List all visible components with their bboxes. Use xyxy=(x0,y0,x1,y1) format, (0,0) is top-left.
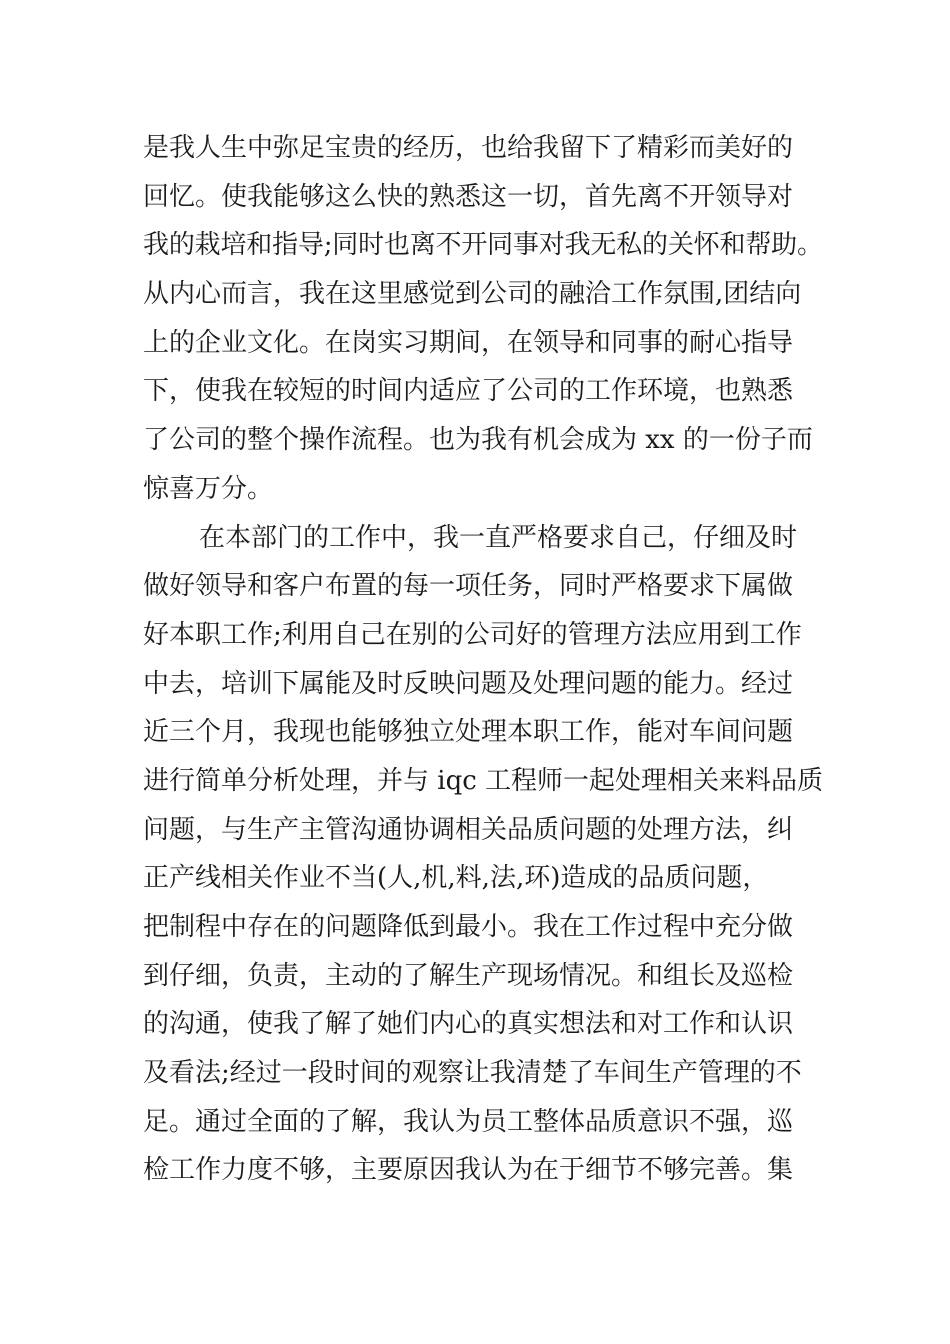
text-line: 我的栽培和指导;同时也离不开同事对我无私的关怀和帮助。 xyxy=(143,230,823,261)
text-line: 检工作力度不够，主要原因我认为在于细节不够完善。集 xyxy=(143,1155,794,1186)
text-line: 进行简单分析处理，并与 iqc 工程师一起处理相关来料品质 xyxy=(143,765,824,796)
text-line: 从内心而言，我在这里感觉到公司的融洽工作氛围,团结向 xyxy=(143,279,802,310)
text-line: 足。通过全面的了解，我认为员工整体品质意识不强，巡 xyxy=(143,1106,794,1137)
text-line: 近三个月，我现也能够独立处理本职工作，能对车间问题 xyxy=(143,717,794,748)
text-line: 是我人生中弥足宝贵的经历，也给我留下了精彩而美好的 xyxy=(143,133,794,163)
paragraph-1 xyxy=(143,124,823,514)
text-line: 到仔细，负责，主动的了解生产现场情况。和组长及巡检 xyxy=(143,960,794,991)
text-line: 把制程中存在的问题降低到最小。我在工作过程中充分做 xyxy=(143,912,794,942)
text-line: 及看法;经过一段时间的观察让我清楚了车间生产管理的不 xyxy=(143,1058,802,1089)
text-line: 做好领导和客户布置的每一项任务，同时严格要求下属做 xyxy=(143,571,794,602)
document-body xyxy=(143,124,823,1195)
text-line: 下，使我在较短的时间内适应了公司的工作环境，也熟悉 xyxy=(143,376,794,407)
text-line: 回忆。使我能够这么快的熟悉这一切，首先离不开领导对 xyxy=(143,181,794,212)
text-line: 的沟通，使我了解了她们内心的真实想法和对工作和认识 xyxy=(143,1009,794,1040)
text-line: 正产线相关作业不当(人,机,料,法,环)造成的品质问题， xyxy=(143,863,769,894)
paragraph-2 xyxy=(143,514,823,1196)
text-line: 惊喜万分。 xyxy=(143,473,274,504)
text-line: 中去，培训下属能及时反映问题及处理问题的能力。经过 xyxy=(143,668,794,699)
text-line: 上的企业文化。在岗实习期间，在领导和同事的耐心指导 xyxy=(143,327,794,358)
text-line: 在本部门的工作中，我一直严格要求自己，仔细及时 xyxy=(199,522,798,553)
text-line: 问题，与生产主管沟通协调相关品质问题的处理方法，纠 xyxy=(143,814,794,845)
text-line: 好本职工作;利用自己在别的公司好的管理方法应用到工作 xyxy=(143,619,802,650)
text-line: 了公司的整个操作流程。也为我有机会成为 xx 的一份子而 xyxy=(143,425,813,456)
